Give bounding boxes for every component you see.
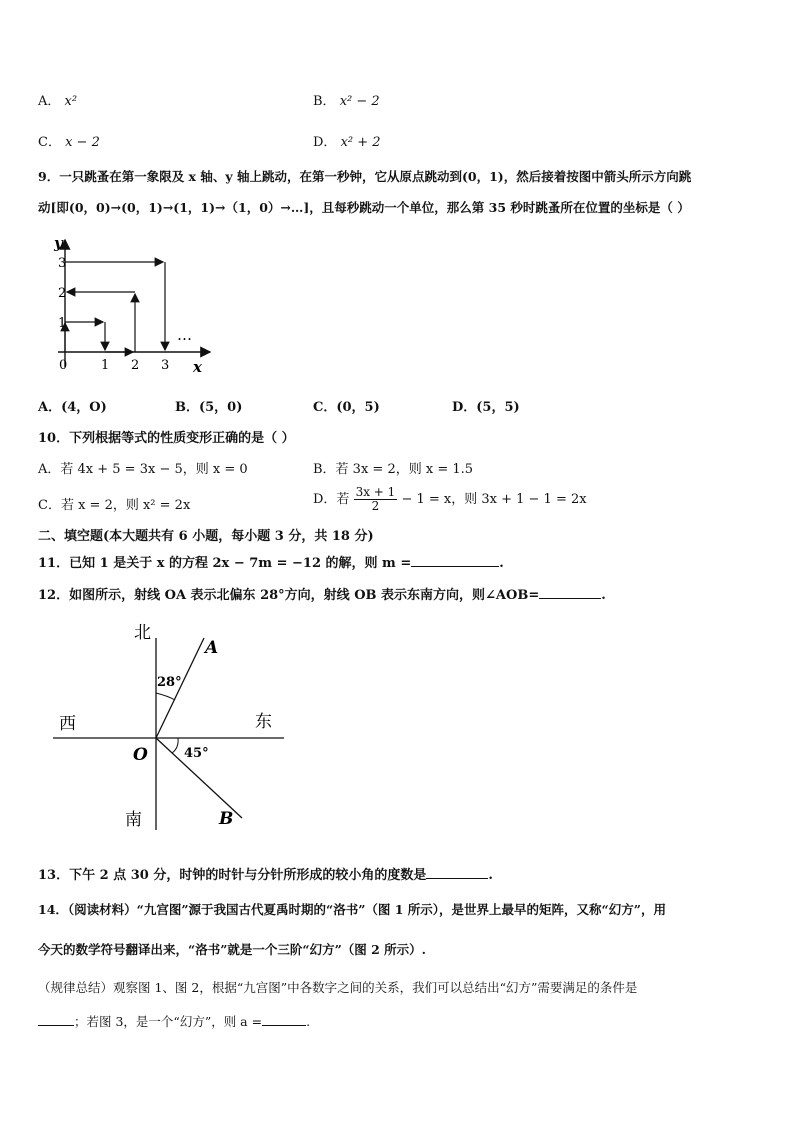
angle-45-arc <box>172 738 178 753</box>
q14-line3: （规律总结）观察图 1、图 2，根据“九宫图”中各数字之间的关系，我们可以总结出“幻方”需要满足的条件是 <box>38 980 638 995</box>
angle-45-label: 45° <box>184 746 209 761</box>
q11-answer-blank <box>411 554 499 567</box>
q13-stem: 13．下午 2 点 30 分，时钟的时针与分针所形成的较小角的度数是 . <box>38 868 493 883</box>
south-label: 南 <box>125 810 142 830</box>
east-label: 东 <box>255 712 272 732</box>
q8-option-d: D． x² + 2 <box>313 135 381 150</box>
west-label: 西 <box>59 714 76 734</box>
q12-stem: 12．如图所示，射线 OA 表示北偏东 28°方向，射线 OB 表示东南方向，则∠AOB= . <box>38 588 606 603</box>
x-axis-label: x <box>193 358 202 376</box>
q11-stem: 11．已知 1 是关于 x 的方程 2x − 7m = −12 的解，则 m = . <box>38 556 504 571</box>
angle-28-label: 28° <box>157 675 182 690</box>
q9-option-d: D．(5，5) <box>452 400 520 415</box>
y-tick-1: 1 <box>58 316 67 331</box>
ellipsis-label: … <box>177 326 192 344</box>
point-a-label: A <box>205 638 219 658</box>
angle-28-arc <box>156 693 175 700</box>
q14-line4: ；若图 3，是一个“幻方”，则 a = . <box>38 1012 310 1030</box>
y-tick-3: 3 <box>58 256 67 271</box>
x-tick-2: 2 <box>131 358 140 373</box>
q12-direction-figure <box>50 618 290 833</box>
q10-option-b: B．若 3x = 2，则 x = 1.5 <box>313 462 474 477</box>
x-tick-1: 1 <box>101 358 110 373</box>
section-2-heading: 二、填空题(本大题共有 6 小题，每小题 3 分，共 18 分) <box>38 529 374 544</box>
y-tick-2: 2 <box>58 286 67 301</box>
q9-stem-line2: 动[即(0，0)→(0，1)→(1，1)→（1，0）→…]，且每秒跳动一个单位，那么第 35 秒时跳蚤所在位置的坐标是（ ） <box>38 200 690 215</box>
q14-line1: 14．（阅读材料）“九宫图”源于我国古代夏禹时期的“洛书”（图 1 所示），是世界上最早的矩阵，又称“幻方”，用 <box>38 902 666 917</box>
y-axis-label: y <box>54 234 63 252</box>
origin-label: 0 <box>59 358 68 373</box>
x-tick-3: 3 <box>161 358 170 373</box>
point-b-label: B <box>219 809 234 829</box>
q10-option-a: A．若 4x + 5 = 3x − 5，则 x = 0 <box>38 462 248 477</box>
q10-option-d: D．若 $\frac{3x + 1}{2}$ − 1 = x，则 3x + 1 − 1 = 2x <box>313 485 587 513</box>
q9-option-c: C．(0，5) <box>313 400 380 415</box>
q8-option-b: B． x² − 2 <box>313 94 380 109</box>
q8-option-a: A． x² <box>38 94 78 109</box>
q10-stem: 10．下列根据等式的性质变形正确的是（ ） <box>38 431 295 446</box>
q8-option-c: C． x − 2 <box>38 135 100 150</box>
origin-o-label: O <box>133 745 148 765</box>
q13-answer-blank <box>426 866 488 879</box>
q9-option-a: A．(4，O) <box>38 400 107 415</box>
q9-option-b: B．(5，0) <box>175 400 243 415</box>
q14-a-blank <box>262 1013 306 1026</box>
q9-jump-figure <box>40 232 220 377</box>
q14-line2: 今天的数学符号翻译出来，“洛书”就是一个三阶“幻方”（图 2 所示）. <box>38 942 427 957</box>
q12-answer-blank <box>539 586 601 599</box>
q10-d-fraction: $\frac{3x + 1}{2}$ <box>355 485 396 513</box>
q9-stem-line1: 9．一只跳蚤在第一象限及 x 轴、y 轴上跳动，在第一秒钟，它从原点跳动到(0，1)，然后接着按图中箭头所示方向跳 <box>38 169 692 184</box>
north-label: 北 <box>134 623 151 643</box>
q14-condition-blank <box>38 1013 74 1026</box>
q10-option-c: C．若 x = 2，则 x² = 2x <box>38 498 191 513</box>
